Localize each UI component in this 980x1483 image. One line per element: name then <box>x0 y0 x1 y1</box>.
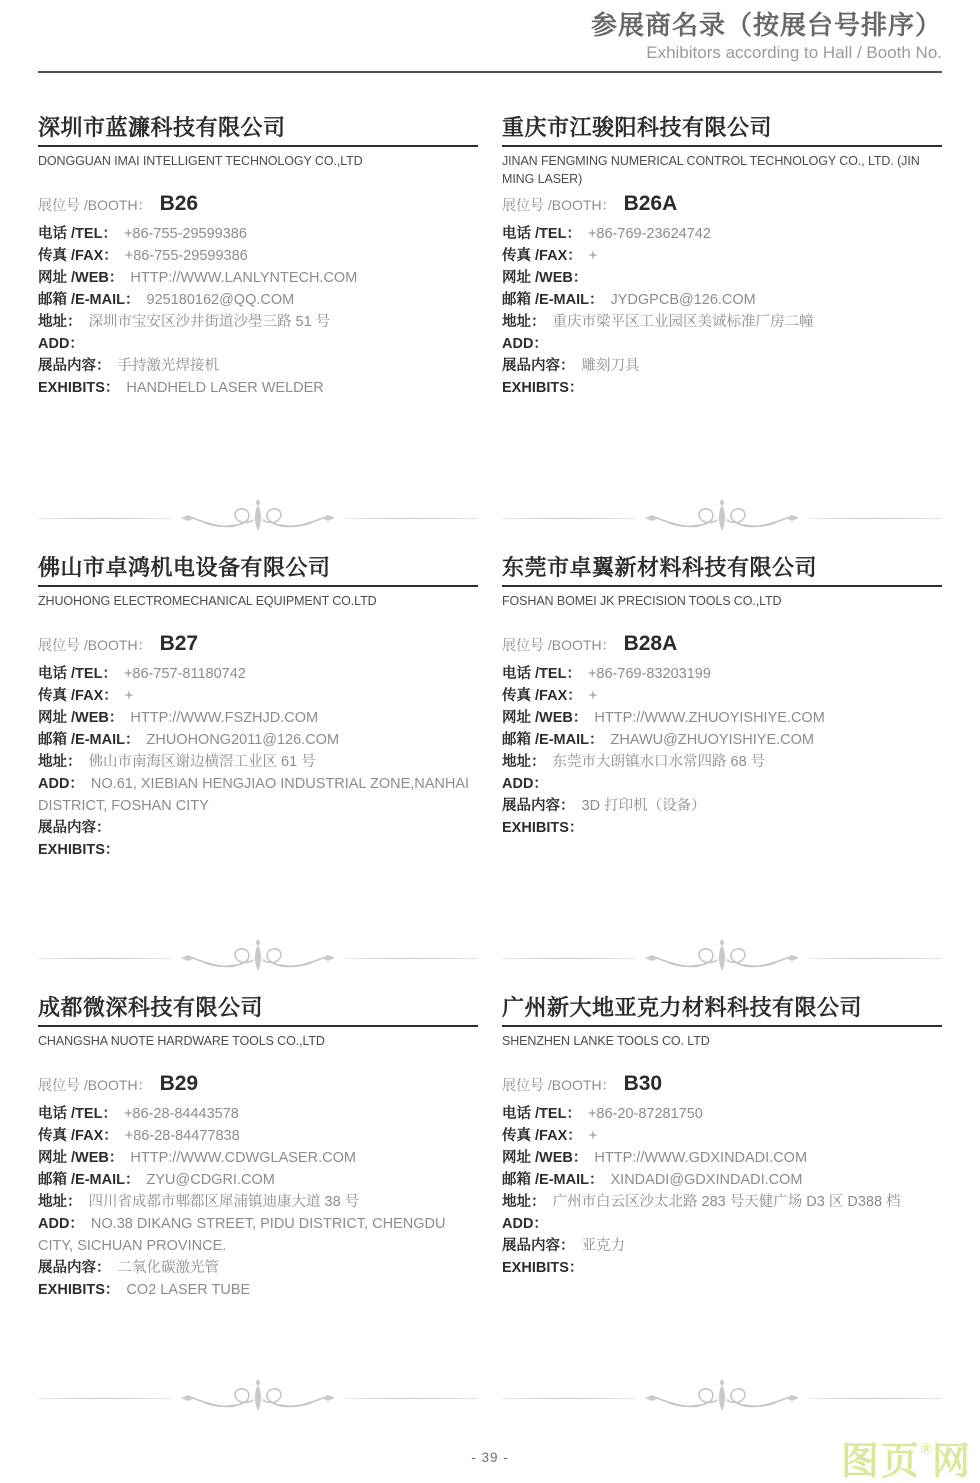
fax-label: 传真 /FAX： <box>38 248 118 265</box>
web-field <box>502 267 942 289</box>
address-cn-field <box>38 751 478 773</box>
address-cn-label: 地址： <box>502 754 546 771</box>
tel-field <box>38 663 478 685</box>
company-name-en: FOSHAN BOMEI JK PRECISION TOOLS CO.,LTD <box>502 594 782 609</box>
tel-field <box>502 1103 942 1125</box>
fax-label: 传真 /FAX： <box>38 1128 118 1145</box>
card-slot <box>502 555 942 927</box>
card-row <box>38 555 942 927</box>
booth-number: B26 <box>159 192 199 216</box>
exhibits-cn-label: 展品内容： <box>502 1238 575 1255</box>
email-field <box>502 729 942 751</box>
booth-row <box>38 629 478 661</box>
web-value: HTTP://WWW.ZHUOYISHIYE.COM <box>594 710 825 727</box>
exhibits-cn-value: 亚克力 <box>581 1238 625 1255</box>
divider-line <box>345 518 478 519</box>
address-en-field <box>38 1213 478 1257</box>
address-cn-field <box>38 311 478 333</box>
tel-label: 电话 /TEL： <box>502 1106 581 1123</box>
address-en-label: ADD： <box>38 776 84 793</box>
address-en-label: ADD： <box>502 1216 548 1233</box>
row-section-1 <box>38 115 942 549</box>
page-title: 参展商名录（按展台号排序） <box>590 10 942 40</box>
booth-label: 展位号 /BOOTH： <box>502 1077 616 1094</box>
company-name-cn: 重庆市江骏阳科技有限公司 <box>502 115 942 147</box>
exhibits-cn-field <box>38 817 478 839</box>
exhibitor-card <box>38 115 478 399</box>
exhibits-cn-label: 展品内容： <box>502 358 575 375</box>
email-field <box>38 729 478 751</box>
web-field <box>38 1147 478 1169</box>
tel-field <box>502 223 942 245</box>
web-field <box>38 707 478 729</box>
divider-line <box>38 958 171 959</box>
fax-field <box>502 245 942 267</box>
address-cn-label: 地址： <box>38 314 82 331</box>
address-cn-label: 地址： <box>502 1194 546 1211</box>
email-field <box>502 289 942 311</box>
address-cn-value: 深圳市宝安区沙井街道沙壆三路 51 号 <box>88 314 331 331</box>
exhibits-en-field <box>38 1279 478 1301</box>
exhibits-en-value: HANDHELD LASER WELDER <box>126 380 324 397</box>
address-cn-field <box>38 1191 478 1213</box>
exhibits-en-field <box>502 377 942 399</box>
flourish-ornament-icon <box>173 1378 343 1418</box>
address-cn-label: 地址： <box>38 1194 82 1211</box>
exhibits-cn-field <box>38 1257 478 1279</box>
address-cn-value: 佛山市南海区谢边横滘工业区 61 号 <box>88 754 316 771</box>
exhibitor-card <box>502 995 942 1279</box>
exhibits-cn-value: 3D 打印机（设备） <box>581 798 706 815</box>
divider-line <box>809 1398 942 1399</box>
booth-row <box>502 1069 942 1101</box>
section-divider <box>502 1378 942 1418</box>
fax-label: 传真 /FAX： <box>502 248 582 265</box>
exhibitor-list <box>0 115 980 1429</box>
email-value: ZHAWU@ZHUOYISHIYE.COM <box>610 732 814 749</box>
row-section-2 <box>38 555 942 989</box>
exhibits-cn-label: 展品内容： <box>38 1260 111 1277</box>
company-header <box>502 115 942 189</box>
web-field <box>502 707 942 729</box>
exhibits-cn-value: 手持激光焊接机 <box>117 358 219 375</box>
exhibits-en-field <box>502 1257 942 1279</box>
email-field <box>502 1169 942 1191</box>
exhibits-cn-label: 展品内容： <box>38 820 111 837</box>
fax-field <box>502 685 942 707</box>
divider-row <box>38 1367 942 1429</box>
divider-line <box>502 958 635 959</box>
exhibits-en-label: EXHIBITS： <box>502 820 584 837</box>
booth-row <box>38 1069 478 1101</box>
email-field <box>38 289 478 311</box>
exhibitor-card <box>502 115 942 399</box>
company-name-cn: 广州新大地亚克力材料科技有限公司 <box>502 995 942 1027</box>
email-value: XINDADI@GDXINDADI.COM <box>610 1172 803 1189</box>
fax-value: + <box>588 1128 598 1145</box>
exhibits-cn-label: 展品内容： <box>38 358 111 375</box>
address-cn-label: 地址： <box>38 754 82 771</box>
exhibits-cn-label: 展品内容： <box>502 798 575 815</box>
page-header <box>0 0 980 63</box>
card-row <box>38 995 942 1367</box>
tel-field <box>38 223 478 245</box>
header-rule <box>38 71 942 73</box>
flourish-ornament-icon <box>637 938 807 978</box>
company-name-cn: 佛山市卓鸿机电设备有限公司 <box>38 555 478 587</box>
card-slot <box>38 995 478 1367</box>
exhibits-en-label: EXHIBITS： <box>38 842 120 859</box>
flourish-ornament-icon <box>637 498 807 538</box>
divider-row <box>38 487 942 549</box>
company-name-en: CHANGSHA NUOTE HARDWARE TOOLS CO.,LTD <box>38 1034 325 1049</box>
address-en-field <box>502 773 942 795</box>
exhibits-cn-field <box>502 1235 942 1257</box>
exhibits-en-label: EXHIBITS： <box>502 1260 584 1277</box>
tel-value: +86-20-87281750 <box>587 1106 703 1123</box>
address-cn-value: 重庆市梁平区工业园区美诚标准厂房二幢 <box>552 314 814 331</box>
address-en-value: NO.38 DIKANG STREET, PIDU DISTRICT, CHENGDU CITY, SICHUAN PROVINCE. <box>38 1216 446 1255</box>
booth-number: B29 <box>159 1072 199 1096</box>
exhibits-cn-field <box>502 795 942 817</box>
tel-value: +86-769-83203199 <box>587 666 711 683</box>
web-value: HTTP://WWW.CDWGLASER.COM <box>130 1150 356 1167</box>
tel-value: +86-28-84443578 <box>123 1106 239 1123</box>
company-name-en: SHENZHEN LANKE TOOLS CO. LTD <box>502 1034 710 1049</box>
registered-trademark-icon: ® <box>920 1441 932 1458</box>
booth-label: 展位号 /BOOTH： <box>38 197 152 214</box>
booth-row <box>502 629 942 661</box>
address-en-label: ADD： <box>502 336 548 353</box>
flourish-ornament-icon <box>173 498 343 538</box>
fax-field <box>38 245 478 267</box>
card-row <box>38 115 942 487</box>
address-en-field <box>38 333 478 355</box>
exhibitor-card <box>38 995 478 1301</box>
watermark-text-left: 图页 <box>840 1441 921 1483</box>
web-label: 网址 /WEB： <box>38 710 124 727</box>
exhibits-cn-value: 二氧化碳激光管 <box>117 1260 219 1277</box>
flourish-ornament-icon <box>637 1378 807 1418</box>
fax-value: +86-755-29599386 <box>124 248 248 265</box>
divider-line <box>809 958 942 959</box>
booth-label: 展位号 /BOOTH： <box>38 1077 152 1094</box>
email-value: 925180162@QQ.COM <box>146 292 295 309</box>
address-cn-field <box>502 1191 942 1213</box>
address-cn-field <box>502 311 942 333</box>
divider-line <box>38 518 171 519</box>
company-name-cn: 深圳市蓝濂科技有限公司 <box>38 115 478 147</box>
section-divider <box>502 938 942 978</box>
email-label: 邮箱 /E-MAIL： <box>38 1172 140 1189</box>
divider-line <box>809 518 942 519</box>
web-value: HTTP://WWW.FSZHJD.COM <box>130 710 319 727</box>
tel-label: 电话 /TEL： <box>502 666 581 683</box>
section-divider <box>502 498 942 538</box>
web-label: 网址 /WEB： <box>502 710 588 727</box>
web-label: 网址 /WEB： <box>38 270 124 287</box>
company-name-cn: 东莞市卓翼新材料科技有限公司 <box>502 555 942 587</box>
divider-line <box>38 1398 171 1399</box>
address-cn-label: 地址： <box>502 314 546 331</box>
booth-row <box>38 189 478 221</box>
booth-label: 展位号 /BOOTH： <box>502 197 616 214</box>
booth-number: B30 <box>623 1072 663 1096</box>
web-label: 网址 /WEB： <box>502 270 588 287</box>
watermark-text-right: 网 <box>931 1441 972 1483</box>
fax-value: +86-28-84477838 <box>124 1128 240 1145</box>
exhibits-cn-field <box>502 355 942 377</box>
exhibits-en-field <box>38 377 478 399</box>
page-subtitle: Exhibitors according to Hall / Booth No. <box>646 43 942 63</box>
section-divider <box>38 498 478 538</box>
address-cn-value: 广州市白云区沙太北路 283 号天健广场 D3 区 D388 档 <box>552 1194 901 1211</box>
tel-label: 电话 /TEL： <box>38 226 117 243</box>
fax-value: + <box>588 248 598 265</box>
booth-number: B27 <box>159 632 199 656</box>
company-header <box>38 115 478 189</box>
booth-row <box>502 189 942 221</box>
tel-label: 电话 /TEL： <box>38 1106 117 1123</box>
tel-value: +86-769-23624742 <box>587 226 711 243</box>
exhibits-cn-value: 雕刻刀具 <box>581 358 640 375</box>
company-header <box>502 995 942 1069</box>
card-slot <box>502 115 942 487</box>
page-number: - 39 - <box>471 1450 509 1465</box>
booth-number: B28A <box>623 632 678 656</box>
address-en-label: ADD： <box>38 1216 84 1233</box>
divider-line <box>502 518 635 519</box>
web-label: 网址 /WEB： <box>502 1150 588 1167</box>
exhibits-en-field <box>38 839 478 861</box>
card-slot <box>38 115 478 487</box>
company-name-en: ZHUOHONG ELECTROMECHANICAL EQUIPMENT CO.LTD <box>38 594 377 609</box>
address-cn-value: 东莞市大朗镇水口水常四路 68 号 <box>552 754 766 771</box>
fax-label: 传真 /FAX： <box>502 688 582 705</box>
exhibitor-card <box>38 555 478 861</box>
email-label: 邮箱 /E-MAIL： <box>502 1172 604 1189</box>
company-header <box>502 555 942 629</box>
exhibits-en-field <box>502 817 942 839</box>
fax-value: + <box>124 688 134 705</box>
tel-field <box>502 663 942 685</box>
email-value: ZYU@CDGRI.COM <box>146 1172 275 1189</box>
company-name-cn: 成都微深科技有限公司 <box>38 995 478 1027</box>
booth-number: B26A <box>623 192 678 216</box>
fax-label: 传真 /FAX： <box>38 688 118 705</box>
address-en-value: NO.61, XIEBIAN HENGJIAO INDUSTRIAL ZONE,NANHAI DISTRICT, FOSHAN CITY <box>38 776 470 815</box>
card-slot <box>502 995 942 1367</box>
fax-field <box>502 1125 942 1147</box>
exhibits-cn-field <box>38 355 478 377</box>
fax-value: + <box>588 688 598 705</box>
email-label: 邮箱 /E-MAIL： <box>502 292 604 309</box>
address-cn-value: 四川省成都市郫都区犀浦镇迪康大道 38 号 <box>88 1194 360 1211</box>
fax-label: 传真 /FAX： <box>502 1128 582 1145</box>
email-label: 邮箱 /E-MAIL： <box>38 292 140 309</box>
divider-line <box>345 1398 478 1399</box>
card-slot <box>38 555 478 927</box>
web-value: HTTP://WWW.LANLYNTECH.COM <box>130 270 358 287</box>
row-section-3 <box>38 995 942 1429</box>
divider-line <box>502 1398 635 1399</box>
flourish-ornament-icon <box>173 938 343 978</box>
exhibitor-card <box>502 555 942 839</box>
address-en-field <box>502 1213 942 1235</box>
section-divider <box>38 1378 478 1418</box>
web-value: HTTP://WWW.GDXINDADI.COM <box>594 1150 808 1167</box>
fax-field <box>38 685 478 707</box>
company-header <box>38 555 478 629</box>
tel-label: 电话 /TEL： <box>502 226 581 243</box>
exhibits-en-label: EXHIBITS： <box>38 380 120 397</box>
tel-label: 电话 /TEL： <box>38 666 117 683</box>
email-value: ZHUOHONG2011@126.COM <box>146 732 340 749</box>
email-label: 邮箱 /E-MAIL： <box>502 732 604 749</box>
email-field <box>38 1169 478 1191</box>
divider-row <box>38 927 942 989</box>
email-value: JYDGPCB@126.COM <box>610 292 756 309</box>
booth-label: 展位号 /BOOTH： <box>38 637 152 654</box>
company-name-en: DONGGUAN IMAI INTELLIGENT TECHNOLOGY CO.,LTD <box>38 154 363 169</box>
web-field <box>502 1147 942 1169</box>
section-divider <box>38 938 478 978</box>
fax-field <box>38 1125 478 1147</box>
divider-line <box>345 958 478 959</box>
tel-value: +86-757-81180742 <box>123 666 246 683</box>
booth-label: 展位号 /BOOTH： <box>502 637 616 654</box>
tel-field <box>38 1103 478 1125</box>
web-field <box>38 267 478 289</box>
address-en-label: ADD： <box>38 336 84 353</box>
address-en-field <box>502 333 942 355</box>
company-name-en: JINAN FENGMING NUMERICAL CONTROL TECHNOLOGY CO., LTD. (JIN MING LASER) <box>502 154 920 186</box>
exhibits-en-label: EXHIBITS： <box>502 380 584 397</box>
exhibits-en-label: EXHIBITS： <box>38 1282 120 1299</box>
address-en-label: ADD： <box>502 776 548 793</box>
tel-value: +86-755-29599386 <box>123 226 247 243</box>
exhibits-en-value: CO2 LASER TUBE <box>126 1282 251 1299</box>
web-label: 网址 /WEB： <box>38 1150 124 1167</box>
company-header <box>38 995 478 1069</box>
address-cn-field <box>502 751 942 773</box>
watermark-logo <box>841 1442 972 1481</box>
address-en-field <box>38 773 478 817</box>
email-label: 邮箱 /E-MAIL： <box>38 732 140 749</box>
